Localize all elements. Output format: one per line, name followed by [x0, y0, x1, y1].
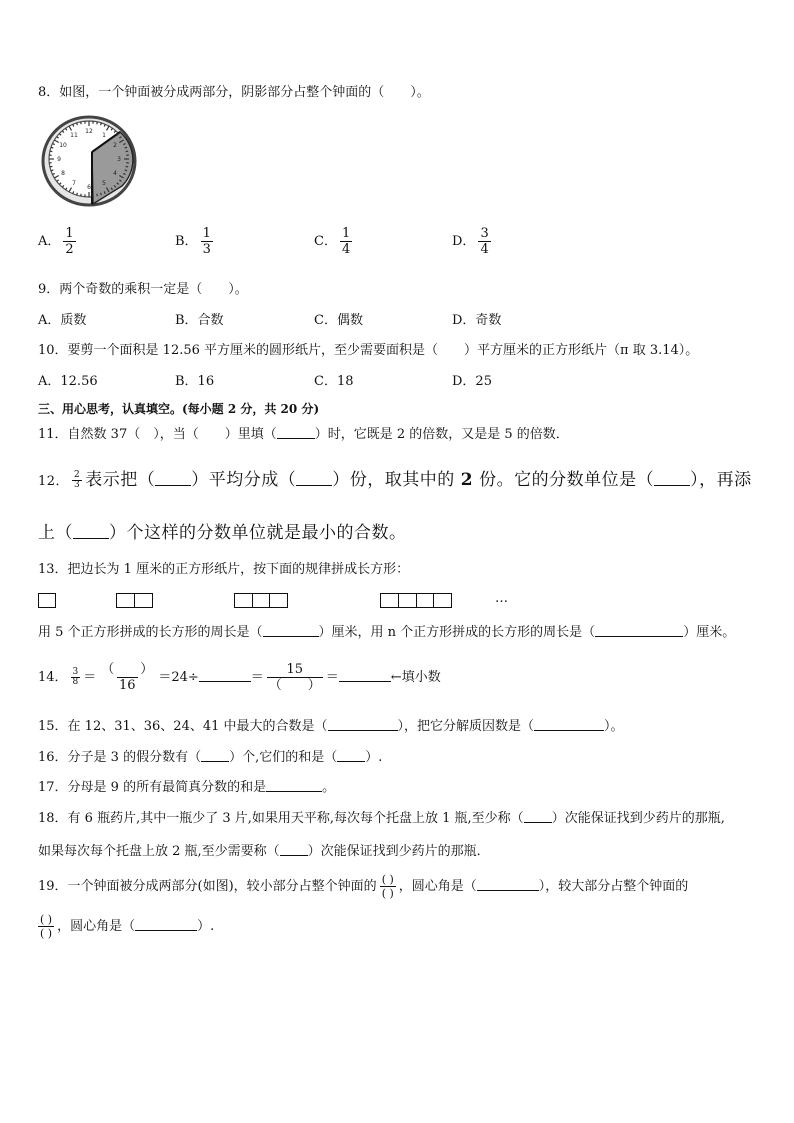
clock-tick: [50, 151, 52, 152]
q15-blank-1[interactable]: [328, 718, 398, 731]
q12-blank-3[interactable]: [654, 469, 690, 486]
q10-option-c[interactable]: C．18: [314, 374, 354, 389]
clock-number: 12: [85, 128, 93, 135]
q8-option-b[interactable]: B． $\frac{1}{3}$: [175, 226, 211, 257]
q9-text: 9．两个奇数的乘积一定是（ ）。: [38, 282, 248, 297]
q19-blank-1[interactable]: [477, 878, 539, 891]
clock-tick: [81, 122, 82, 124]
clock-tick: [97, 194, 98, 196]
q19-fraction-blank-2[interactable]: $\frac{( )}{( )}$: [40, 913, 53, 940]
q18-blank-2[interactable]: [280, 843, 308, 856]
clock-number: 4: [113, 170, 117, 177]
square-pattern-3: [234, 593, 288, 608]
q10-option-d[interactable]: D．25: [452, 374, 492, 389]
q10-option-b[interactable]: B．16: [175, 374, 215, 389]
q13-text: 13．把边长为 1 厘米的正方形纸片，按下面的规律拼成长方形：: [38, 562, 410, 577]
q17-blank[interactable]: [266, 779, 322, 792]
q9-option-d[interactable]: D．奇数: [452, 313, 502, 328]
q8-option-a[interactable]: A． $\frac{1}{2}$: [38, 226, 74, 257]
clock-tick: [50, 166, 52, 167]
q12-blank-1[interactable]: [155, 469, 191, 486]
q8-text: 8．如图，一个钟面被分成两部分，阴影部分占整个钟面的（ ）。: [38, 85, 430, 100]
section-3-heading: 三、用心思考，认真填空。(每小题 2 分，共 20 分): [38, 402, 320, 416]
q19-line1: 19．一个钟面被分成两部分(如图)，较小部分占整个钟面的 $\frac{( )}{( )}$ ，圆心角是（ ），较大部分占整个钟面的: [38, 873, 689, 900]
clock-tick: [51, 170, 53, 171]
clock-number: 11: [70, 131, 78, 139]
clock-number: 9: [57, 156, 61, 163]
q9-option-b[interactable]: B．合数: [175, 313, 224, 328]
q18-line2: 如果每次每个托盘上放 2 瓶,至少需要称（ ）次能保证找到少药片的那瓶．: [38, 844, 490, 859]
q11-blank[interactable]: [277, 426, 315, 439]
q13-blank-2[interactable]: [595, 624, 683, 637]
clock-tick: [125, 147, 127, 148]
q14-text: 14． $\frac{3}{8}$ ＝ $\frac{( )}{16}$ ＝24÷ ＝ $\frac{15}{( )}$ ＝ ←填小数: [38, 662, 441, 693]
clock-tick: [125, 170, 127, 171]
q13-line2: 用 5 个正方形拼成的长方形的周长是（ ）厘米，用 n 个正方形拼成的长方形的周长是（ ）厘米。: [38, 625, 736, 640]
q16-text: 16．分子是 3 的假分数有（ ）个,它们的和是（ ）.: [38, 750, 383, 765]
q15-blank-2[interactable]: [534, 718, 604, 731]
clock-number: 6: [87, 184, 91, 191]
clock-number: 1: [102, 131, 106, 139]
q14-blank-decimal[interactable]: [339, 669, 391, 682]
q12-fraction: $\frac{2}{3}$: [74, 470, 81, 490]
clock-number: 7: [72, 180, 76, 188]
clock-tick: [77, 123, 78, 125]
q19-blank-2[interactable]: [135, 918, 197, 931]
clock-tick: [126, 151, 128, 152]
square-pattern-1: [38, 593, 56, 608]
clock-tick: [77, 193, 78, 195]
q18-blank-1[interactable]: [524, 810, 552, 823]
q16-blank-2[interactable]: [337, 749, 365, 762]
q9-option-c[interactable]: C．偶数: [314, 313, 363, 328]
q14-blank-divisor[interactable]: [199, 669, 251, 682]
q13-blank-1[interactable]: [263, 624, 319, 637]
q16-blank-1[interactable]: [201, 749, 229, 762]
q8-option-d[interactable]: D． $\frac{3}{4}$: [452, 226, 489, 257]
q12-line2: 上（ ）个这样的分数单位就是最小的合数。: [38, 523, 407, 543]
q12-blank-4[interactable]: [73, 522, 109, 539]
q11-text: 11．自然数 37（ ），当（ ）里填（ ）时，它既是 2 的倍数，又是是 5 的倍数．: [38, 427, 569, 442]
q12-line1: 12． $\frac{2}{3}$ 表示把（ ）平均分成（ ）份，取其中的 2 份。它的分数单位是（ ），再添: [38, 470, 752, 490]
clock-tick: [126, 166, 128, 167]
clock-tick: [97, 122, 98, 124]
clock-number: 3: [117, 156, 121, 163]
pattern-ellipsis: …: [495, 591, 508, 606]
clock-tick: [101, 123, 102, 125]
q17-text: 17．分母是 9 的所有最简真分数的和是 。: [38, 780, 336, 795]
q10-option-a[interactable]: A．12.56: [38, 374, 98, 389]
clock-number: 8: [61, 170, 65, 177]
clock-number: 5: [102, 180, 106, 188]
q19-line2: $\frac{( )}{( )}$ ，圆心角是（ ）.: [40, 913, 215, 940]
clock-tick: [81, 194, 82, 196]
q8-option-c[interactable]: C． $\frac{1}{4}$: [314, 226, 351, 257]
clock-figure: [40, 112, 140, 208]
clock-number: 10: [59, 142, 67, 149]
q14-fraction-blank-2[interactable]: $\frac{15}{( )}$: [268, 662, 321, 693]
q12-blank-2[interactable]: [296, 469, 332, 486]
clock-tick: [51, 147, 53, 148]
q19-fraction-blank-1[interactable]: $\frac{( )}{( )}$: [381, 873, 394, 900]
q15-text: 15．在 12、31、36、24、41 中最大的合数是（ ），把它分解质因数是（ ）。: [38, 719, 624, 734]
square-pattern-4: [380, 593, 452, 608]
clock-tick: [101, 193, 102, 195]
clock-number: 2: [113, 142, 117, 149]
q9-option-a[interactable]: A．质数: [38, 313, 87, 328]
q18-line1: 18．有 6 瓶药片,其中一瓶少了 3 片,如果用天平称,每次每个托盘上放 1 瓶,至少称（ ）次能保证找到少药片的那瓶,: [38, 811, 725, 826]
q14-fraction-blank-1[interactable]: $\frac{( )}{16}$: [101, 662, 154, 693]
q10-text: 10．要剪一个面积是 12.56 平方厘米的圆形纸片，至少需要面积是（ ）平方厘米的正方形纸片（π 取 3.14）。: [38, 343, 699, 358]
square-pattern-2: [116, 593, 153, 608]
